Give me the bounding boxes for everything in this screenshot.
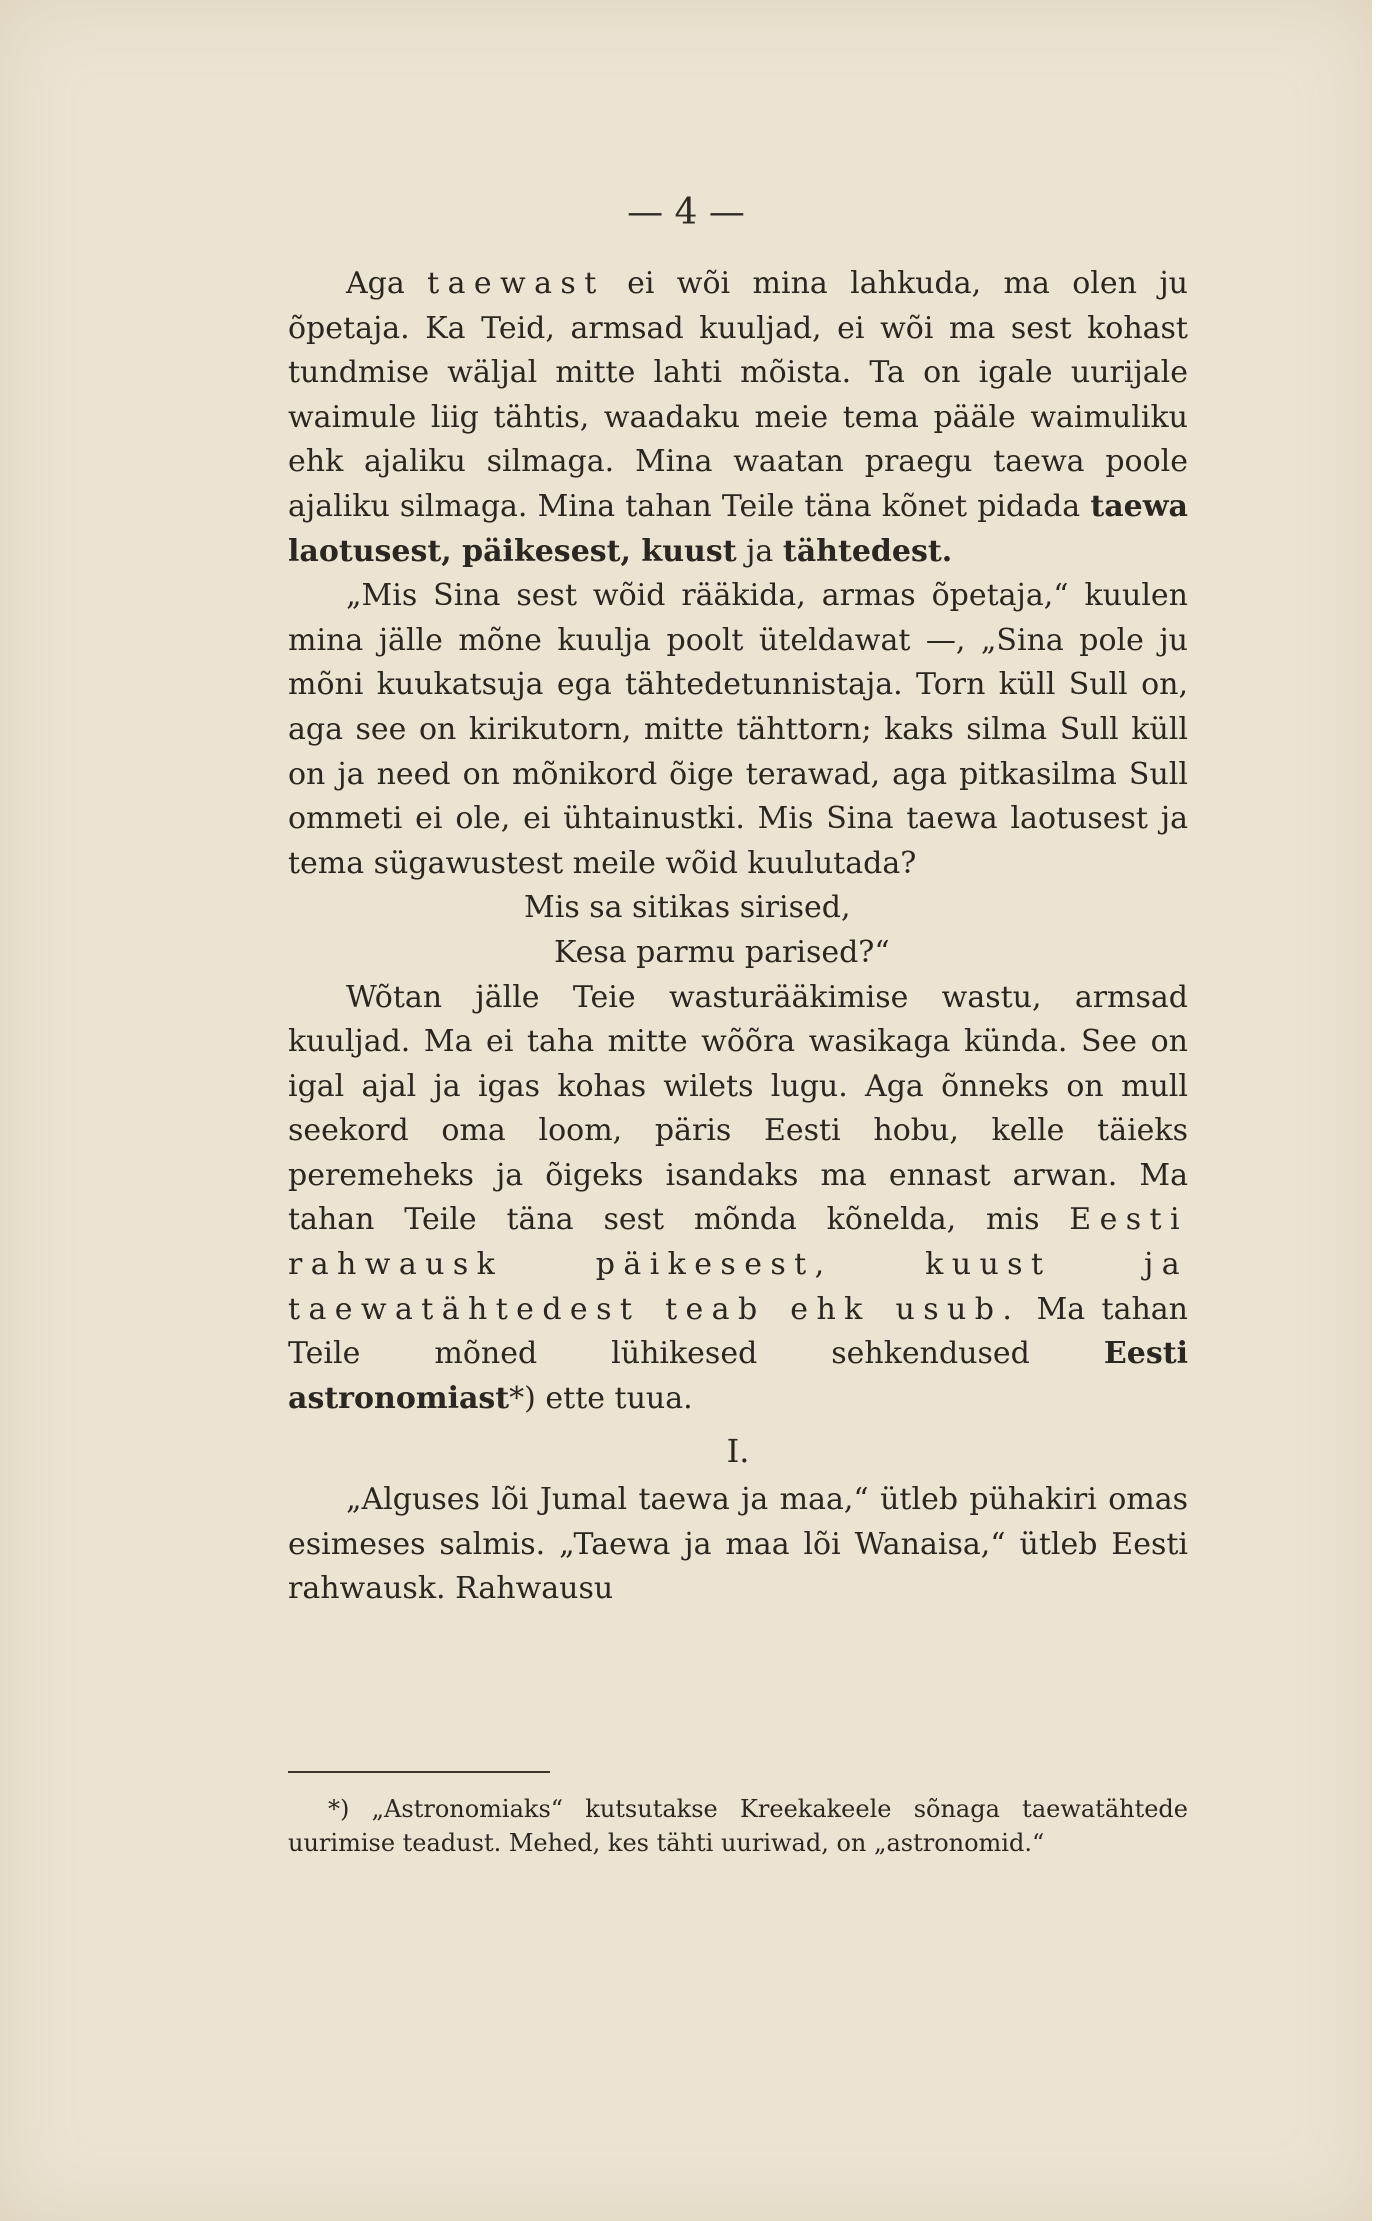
paragraph-2: „Mis Sina sest wõid rääkida, armas õpetaja,“ kuulen mina jälle mõne kuulja poolt üteldawat —, „Sina pole ju mõni kuukatsuja ega tähtedetunnistaja. Torn küll Sull on, aga see on kirikutorn, mitte tähttorn; kaks silma Sull küll on ja need on mõnikord õige terawad, aga pitkasilma Sull ommeti ei ole, ei ühtainustki. Mis Sina taewa laotusest ja tema sügawustest meile wõid kuulutada? xyxy=(288,578,1188,881)
body-text xyxy=(288,262,1188,1612)
paragraph-3-end: *) ette tuua. xyxy=(509,1380,693,1416)
footnote-divider xyxy=(288,1771,550,1773)
paragraph-3-start: Wõtan jälle Teie wasturääkimise wastu, armsad kuuljad. Ma ei taha mitte wõõra wasikaga künda. See on igal ajal ja igas kohas wilets lugu. Aga õnneks on mull seekord oma loom, päris Eesti hobu, kelle täieks peremeheks ja õigeks isandaks ma ennast arwan. Ma tahan Teile täna sest mõnda kõnelda, mis xyxy=(288,979,1188,1238)
paragraph-1-conjunction: ja xyxy=(736,533,783,569)
paragraph-3-bold-term: Eesti astronomiast xyxy=(288,1336,1188,1416)
verse-line-1: Mis sa sitikas sirised, xyxy=(524,890,851,926)
paragraph-1-bold-stars: tähtedest. xyxy=(782,533,953,569)
paragraph-3 xyxy=(288,976,1188,1422)
paragraph-1-bold-topic: taewa laotusest, päikesest, kuust xyxy=(288,488,1188,569)
footnote-text: *) „Astronomiaks“ kutsutakse Kreekakeele sõnaga taewatähtede uurimise teadust. Mehed, kes tähti uuriwad, on „astronomid.“ xyxy=(288,1795,1188,1857)
footnote xyxy=(288,1792,1188,1860)
page-number: — 4 — xyxy=(627,192,745,233)
paragraph-1-body: ei wõi mina lahkuda, ma olen ju õpetaja. Ka Teid, armsad kuuljad, ei wõi ma sest kohast tundmise wäljal mitte lahti mõista. Ta on igale uurijale waimule liig tähtis, waadaku meie tema pääle waimuliku ehk ajaliku silmaga. Mina waatan praegu taewa poole ajaliku silmaga. Mina tahan Teile täna kõnet pidada xyxy=(288,266,1188,524)
section-heading: I. xyxy=(726,1432,750,1471)
paragraph-3-body: Ma tahan Teile mõned lühikesed sehkendused xyxy=(288,1291,1188,1372)
paragraph-1-spaced-word: taewast xyxy=(427,266,605,301)
paragraph-3-spaced-phrase: Eesti rahwausk päikesest, kuust ja taewatähtedest teab ehk usub. xyxy=(288,1202,1188,1327)
paragraph-4: „Alguses lõi Jumal taewa ja maa,“ ütleb pühakiri omas esimeses salmis. „Taewa ja maa lõi Wanaisa,“ ütleb Eesti rahwausk. Rahwausu xyxy=(288,1482,1188,1607)
paragraph-1-start: Aga xyxy=(346,266,428,301)
paragraph-1 xyxy=(288,262,1188,574)
verse-line-2: Kesa parmu parised?“ xyxy=(554,934,890,970)
